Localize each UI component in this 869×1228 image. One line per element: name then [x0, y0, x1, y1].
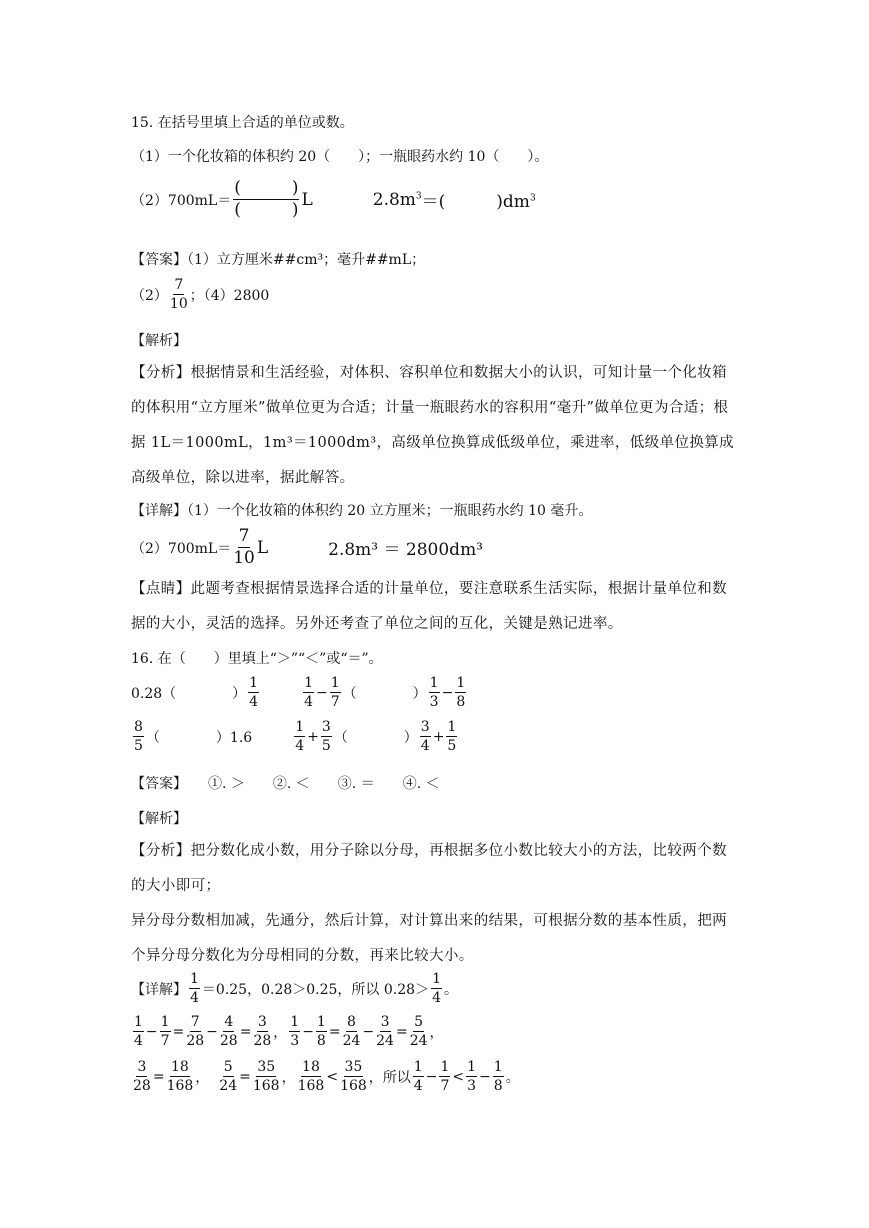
q15-xiangjie-cubic: 2.8m³ ＝ 2800dm³: [328, 540, 483, 560]
q16-row2: $\frac{8}{5}$ （ ）1.6 $\frac{1}{4}$ + $\frac{3}{5}$ （ ） $\frac{3}{4}$ + $\frac{1}{5}$: [134, 719, 457, 754]
q15-dianjing: 【点睛】此题考查根据情景选择合适的计量单位，要注意联系生活实际，根据计量单位和数据的大小，灵活的选择。另外还考查了单位之间的互化，关键是熟记进率。: [131, 581, 727, 632]
q16-fenxi2: 异分母分数相加减，先通分，然后计算，对计算出来的结果，可根据分数的基本性质，把两个异分母分数化为分母相同的分数，再来比较大小。: [131, 913, 727, 964]
q16-title: 16. 在（ ）里填上“＞”“＜”或“＝”。: [131, 651, 383, 667]
q15-fenxi: 【分析】根据情景和生活经验，对体积、容积单位和数据大小的认识，可知计量一个化妆箱的体积用“立方厘米”做单位更为合适；计量一瓶眼药水的容积用“毫升”做单位更为合适；根据 1L＝1000mL，1m³＝1000dm³，高级单位换算成低级单位，乘进率，低级单位换算成高级单位，除以进率，据此解答。: [131, 365, 735, 486]
q15-part1: （1）一个化妆箱的体积约 20（ ）；一瓶眼药水约 10（ ）。: [131, 149, 549, 165]
q15-xiangjie2: （2）700mL＝ $\frac{7}{10}$ L 2.8m³ ＝ 2800dm³: [131, 526, 483, 568]
q15-part2-prefix: （2）700mL＝: [131, 192, 232, 209]
q16-row1: 0.28（ ） $\frac{1}{4}$ $\frac{1}{4}$ − $\frac{1}{7}$ （ ） $\frac{1}{3}$ − $\frac{1}{8}$: [131, 675, 466, 710]
q15-answer1: 【答案】（1）立方厘米##cm³；毫升##mL；: [131, 252, 426, 268]
q16-xiangjie1: 【详解】 $\frac{1}{4}$ ＝0.25，0.28＞0.25，所以 0.28＞ $\frac{1}{4}$ 。: [131, 971, 458, 1006]
blank-fraction: $\frac{( )}{( )}$: [234, 178, 299, 220]
q16-analysis-label: 【解析】: [131, 811, 187, 827]
q15-answer2: （2） $\frac{7}{10}$ ；（4）2800: [131, 277, 270, 312]
q15-analysis-label: 【解析】: [131, 333, 187, 349]
q15-xiangjie1: 【详解】（1）一个化妆箱的体积约 20 立方厘米；一瓶眼药水约 10 毫升。: [131, 503, 593, 519]
liter-unit: L: [301, 189, 313, 210]
q15-cubic-rhs: ＝( )$dm^3$: [421, 192, 536, 212]
fraction-7-10: $\frac{7}{10}$: [169, 277, 188, 312]
q15-part2: [131, 180, 536, 219]
q15-cubic-lhs: $2.8m^3$: [372, 189, 422, 210]
q16-fenxi1: 【分析】把分数化成小数，用分子除以分母，再根据多位小数比较大小的方法，比较两个数的大小即可；: [131, 843, 727, 894]
q16-xiangjie3: $\frac{3}{28}$ = $\frac{18}{168}$ ， $\frac{5}{24}$ = $\frac{35}{168}$ ， $\frac{18}{168}$ < $\frac{35}{168}$ ，所以 $\frac{1}{4}$ − $\frac{1}{7}$ < $\frac{1}{3}$ − $\frac{1}{8}$ 。: [133, 1059, 520, 1094]
q15-title: 15. 在括号里填上合适的单位或数。: [131, 115, 354, 131]
q16-answer: 【答案】 ①. ＞ ②. ＜ ③. ＝ ④. ＜: [131, 776, 440, 792]
q16-xiangjie2: $\frac{1}{4}$ − $\frac{1}{7}$ = $\frac{7}{28}$ − $\frac{4}{28}$ = $\frac{3}{28}$ ， $\frac{1}{3}$ − $\frac{1}{8}$ = $\frac{8}{24}$ − $\frac{3}{24}$ = $\frac{5}{24}$ ，: [134, 1014, 444, 1049]
